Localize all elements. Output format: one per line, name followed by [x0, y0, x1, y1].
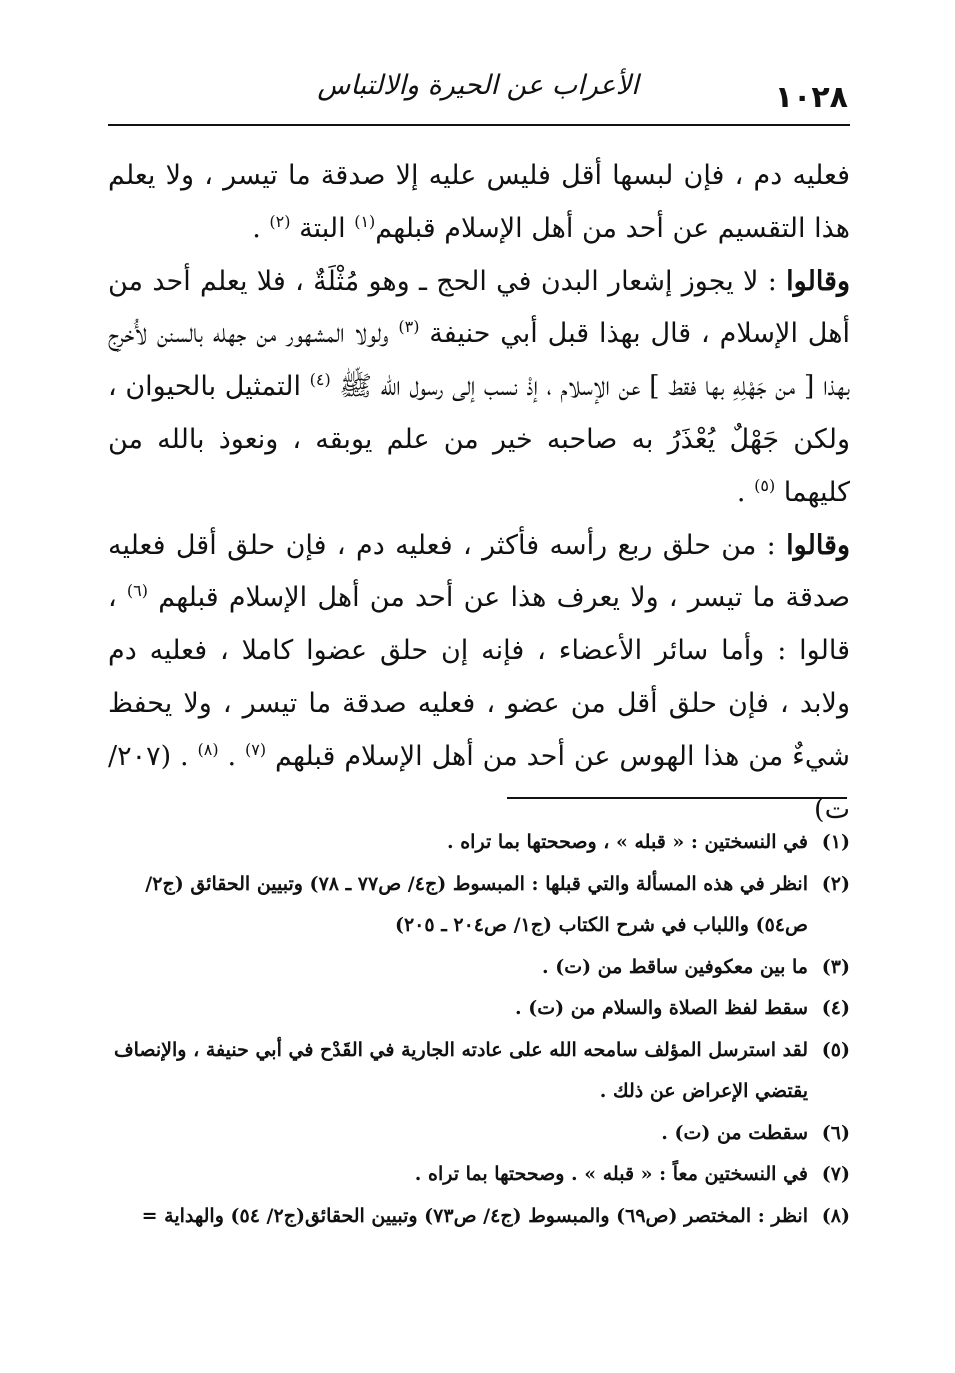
- footnote-ref-7[interactable]: (٧): [245, 739, 267, 759]
- footnote-item: [108, 822, 850, 864]
- footnote-ref-1[interactable]: (١): [354, 211, 376, 231]
- text-line: ،: [108, 582, 127, 614]
- main-text: [108, 150, 850, 836]
- paragraph-2: [108, 256, 850, 520]
- header-divider: [108, 124, 850, 126]
- text-line: : من حلق ربع رأسه فأكثر ، فعليه دم ، فإن حلق أقل فعليه: [108, 529, 787, 561]
- text-line: رسول الله ﷺ: [330, 371, 444, 403]
- footnote-item: [108, 1030, 850, 1113]
- text-line: . (٢٠٧/ت): [108, 740, 850, 825]
- text-line: : لا يجوز إشعار البدن في الحج ـ وهو مُثْلَةٌ ، فلا يعلم أحد: [152, 265, 787, 297]
- footnote-number: (٤): [821, 997, 850, 1019]
- footnote-text: انظر : المختصر (ص٦٩) والمبسوط (ج٤/ ص٧٣) وتبيين الحقائق(ج٢/ ٥٤) والهداية =: [141, 1204, 808, 1227]
- book-title: الأعراب عن الحيرة والالتباس: [317, 70, 639, 101]
- text-line: ولابد ، فإن حلق أقل من عضو ، فعليه صدقة ما تيسر ، ولا يحفظ شيءٌ: [108, 687, 850, 772]
- text-line: من هذا الهوس عن أحد من أهل الإسلام قبلهم: [266, 740, 784, 772]
- footnote-number: (١): [821, 831, 850, 853]
- footnote-item: [108, 864, 850, 947]
- footnote-number: (٨): [821, 1204, 850, 1227]
- footnote-number: (٦): [821, 1121, 850, 1144]
- footnote-item: [108, 988, 850, 1030]
- footnote-number: (٢): [821, 872, 850, 895]
- footnote-ref-2[interactable]: (٢): [269, 211, 291, 231]
- footnote-text: ما بين معكوفين ساقط من (ت) .: [541, 955, 808, 978]
- footnote-number: (٧): [821, 1163, 850, 1185]
- footnote-text: سقط لفظ الصلاة والسلام من (ت) .: [515, 997, 808, 1019]
- paragraph-lead: وقالوا: [786, 529, 850, 561]
- footnote-number: (٥): [821, 1038, 850, 1061]
- footnotes-list: [108, 822, 850, 1237]
- footnote-item: [108, 1196, 850, 1238]
- paragraph-lead: وقالوا: [786, 265, 850, 297]
- text-line: التمثيل بالحيوان ، ولكن جَهْلٌ يُعْذَرُ به صاحبه خير: [108, 371, 850, 455]
- footnote-divider: [507, 797, 847, 799]
- footnote-ref-5[interactable]: (٥): [754, 475, 776, 495]
- paragraph-3: [108, 520, 850, 837]
- footnote-text: سقطت من (ت) .: [661, 1121, 808, 1144]
- page-number: ١٠٢٨: [774, 80, 848, 115]
- footnote-text: لقد استرسل المؤلف سامحه الله على عادته الجارية في القَدْح في أبي حنيفة ، والإنصاف يقتضي الإعراض عن ذلك .: [113, 1038, 808, 1102]
- text-line: بالسنن لأُخرِج بهذا [ من جَهْلِهِ بها فقط ] عن الإسلام ، إذْ نسب إلى: [108, 318, 850, 403]
- footnote-text: في النسختين معاً : « قبله » . وصححتها بما تراه .: [414, 1163, 808, 1185]
- footnote-text: انظر في هذه المسألة والتي قبلها : المبسوط (ج٤/ ص٧٧ ـ ٧٨) وتبيين الحقائق (ج٢/ ص٥٤) واللباب في شرح الكتاب (ج١/ ص٢٠٤ ـ ٢٠٥): [145, 872, 808, 936]
- footnote-ref-8[interactable]: (٨): [197, 739, 219, 759]
- text-line: فعليه دم ، فإن لبسها أقل فليس عليه إلا صدقة ما تيسر ، ولا يعلم: [108, 160, 850, 191]
- paragraph-1: [108, 150, 850, 256]
- text-line: من علم يوبقه ، ونعوذ بالله من كليهما: [108, 423, 850, 508]
- footnote-ref-6[interactable]: (٦): [126, 581, 149, 601]
- text-line: ولولا المشهور من جهله: [212, 318, 399, 350]
- footnote-text: في النسختين : « قبله » ، وصححتها بما تراه .: [447, 831, 808, 853]
- text-line: قالوا : وأما سائر الأعضاء ، فإنه إن حلق عضوا كاملا ، فعليه دم: [108, 635, 850, 667]
- footnote-item: [108, 947, 850, 989]
- footnote-item: [108, 1113, 850, 1155]
- text-line: .: [218, 740, 246, 772]
- page-header: [108, 62, 848, 124]
- text-line: هذا التقسيم عن أحد من أهل الإسلام قبلهم: [375, 212, 850, 244]
- text-line: .: [736, 476, 755, 508]
- text-line: البتة: [290, 212, 355, 244]
- text-line: صدقة ما تيسر ، ولا يعرف هذا عن أحد من أهل الإسلام قبلهم: [148, 582, 850, 614]
- footnote-ref-3[interactable]: (٣): [398, 317, 420, 337]
- footnote-number: (٣): [821, 955, 850, 978]
- text-line: .: [252, 212, 270, 244]
- footnote-ref-4[interactable]: (٤): [309, 370, 331, 390]
- text-line: من أهل الإسلام ، قال بهذا قبل أبي حنيفة: [108, 265, 850, 350]
- footnote-item: [108, 1154, 850, 1196]
